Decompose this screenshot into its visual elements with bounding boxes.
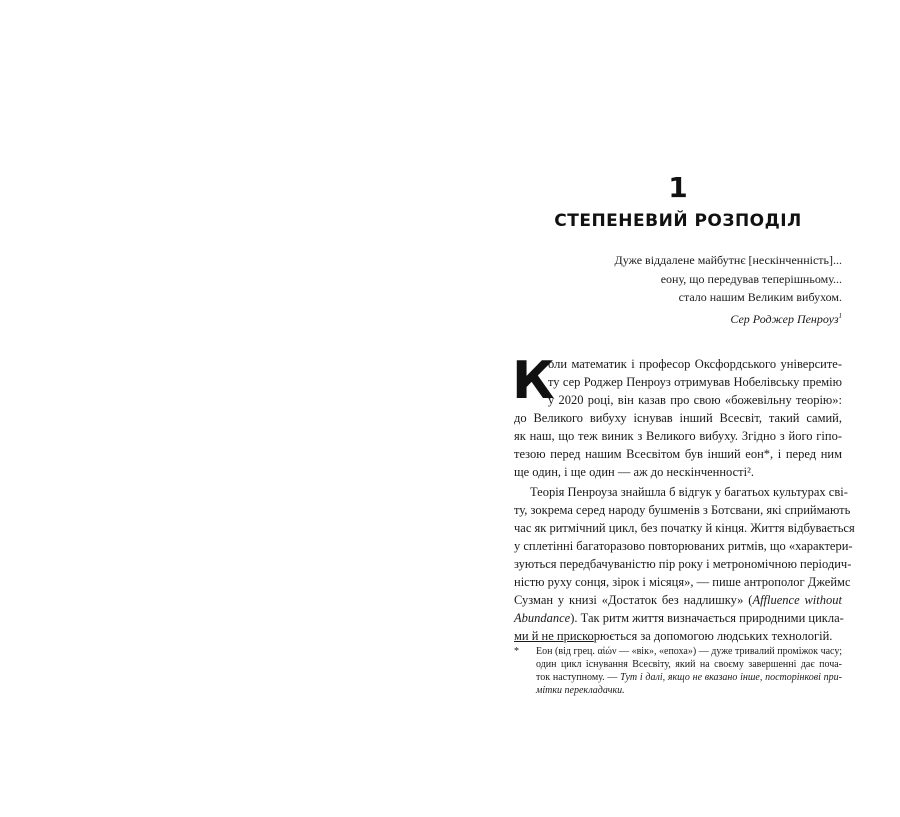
body-line: ту, зокрема серед народу бушменів з Ботсвани, які сприймають xyxy=(514,503,851,517)
body-line xyxy=(514,627,842,645)
epigraph-author xyxy=(514,307,842,329)
epigraph-author-note: 1 xyxy=(838,311,842,320)
chapter-number: 1 xyxy=(668,171,688,204)
underlined-text: ми й не приско xyxy=(514,629,594,643)
footnote-line: один цикл існування Всесвіту, який на своєму завершенні дає поча- xyxy=(536,659,842,670)
book-title-english: Affluence without xyxy=(752,593,842,607)
footnote-text-run: ток наступному. — xyxy=(536,672,621,683)
body-line: ту сер Роджер Пенроуз отримував Нобелівську премію xyxy=(548,375,842,389)
body-line: ністю руху сонця, зірок і місяця», — пише антрополог Джеймс xyxy=(514,575,851,589)
body-line: як наш, що теж виник з Великого вибуху. Згідно з його гіпо- xyxy=(514,429,842,443)
book-page xyxy=(512,0,855,817)
body-line: зуються передбачуваністю пір року і метрономічною періодич- xyxy=(514,557,852,571)
body-line: ще один, і ще один — аж до нескінченності². xyxy=(514,465,754,479)
body-line: тезою перед нашим Всесвітом був інший еон*, і перед ним xyxy=(514,447,842,461)
body-text-run: ). Так ритм життя визначається природними цикла- xyxy=(570,611,844,625)
epigraph-line: стало нашим Великим вибухом. xyxy=(678,290,842,304)
body-text-run: Сузман у книзі «Достаток без надлишку» ( xyxy=(514,593,753,607)
body-line: час як ритмічний цикл, без початку й кінця. Життя відбувається xyxy=(514,521,855,535)
footnote-line xyxy=(536,671,842,684)
footnote-translator-note: Тут і далі, якщо не вказано інше, посторінкові при- xyxy=(620,672,843,683)
footnote-mark: * xyxy=(514,646,519,657)
epigraph xyxy=(514,251,842,328)
chapter-title: СТЕПЕНЕВИЙ РОЗПОДІЛ xyxy=(554,211,802,231)
body-line xyxy=(514,591,842,609)
footnote-line: Еон (від грец. αἰών — «вік», «епоха») — дуже тривалий проміжок часу; xyxy=(536,646,842,657)
body-line xyxy=(514,609,842,627)
body-line: у сплетінні багаторазово повторюваних ритмів, що «характери- xyxy=(514,539,853,553)
body-line: оли математик і професор Оксфордського університе- xyxy=(548,357,842,371)
footnote-line: мітки перекладачки. xyxy=(536,685,625,696)
drop-cap: К xyxy=(512,351,555,411)
body-text-run: рюється за допомогою людських технологій. xyxy=(593,629,833,643)
book-title-english-continued: Abundance xyxy=(514,611,571,625)
body-line: до Великого вибуху існував інший Всесвіт, такий самий, xyxy=(514,411,842,425)
epigraph-author-name: Сер Роджер Пенроуз xyxy=(730,311,839,326)
body-line: у 2020 році, він казав про свою «божевільну теорію»: xyxy=(548,393,842,407)
epigraph-line: еону, що передував теперішньому... xyxy=(660,271,842,286)
epigraph-line: Дуже віддалене майбутнє [нескінченність]... xyxy=(614,253,842,267)
body-line: Теорія Пенроуза знайшла б відгук у багатьох культурах сві- xyxy=(530,485,848,499)
